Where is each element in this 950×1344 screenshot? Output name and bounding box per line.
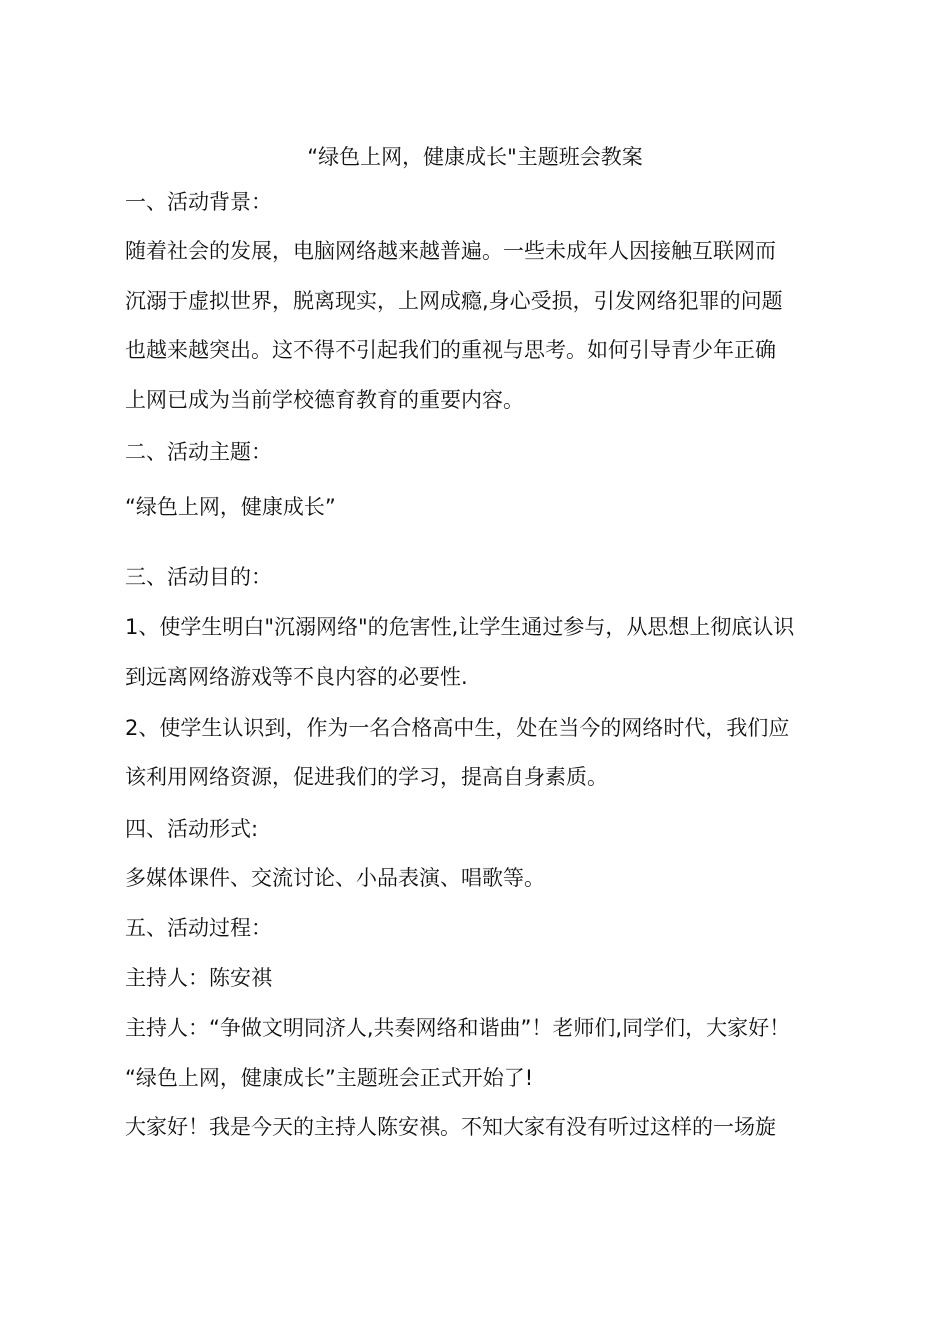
section-heading-process: 五、活动过程： <box>125 916 272 940</box>
paragraph-line: 随着社会的发展，电脑网络越来越普遍。一些未成年人因接触互联网而 <box>125 239 776 263</box>
purpose-item-1-cont: 到远离网络游戏等不良内容的必要性. <box>125 665 468 689</box>
host-line: 主持人：陈安祺 <box>125 966 272 990</box>
purpose-item-1: 1、使学生明白"沉溺网络"的危害性,让学生通过参与，从思想上彻底认识 <box>125 615 795 639</box>
section-heading-format: 四、活动形式: <box>125 817 259 841</box>
host-speech-line: “绿色上网，健康成长”主题班会正式开始了! <box>125 1066 534 1090</box>
purpose-item-2-cont: 该利用网络资源，促进我们的学习，提高自身素质。 <box>125 765 608 789</box>
theme-text: “绿色上网，健康成长” <box>125 495 336 519</box>
document-title: “绿色上网，健康成长"主题班会教案 <box>307 145 643 169</box>
section-heading-purpose: 三、活动目的： <box>125 565 272 589</box>
paragraph-line: 也越来越突出。这不得不引起我们的重视与思考。如何引导青少年正确 <box>125 338 776 362</box>
paragraph-line: 上网已成为当前学校德育教育的重要内容。 <box>125 388 524 412</box>
format-text: 多媒体课件、交流讨论、小品表演、唱歌等。 <box>125 866 545 890</box>
section-heading-background: 一、活动背景： <box>125 190 272 214</box>
purpose-item-2: 2、使学生认识到，作为一名合格高中生，处在当今的网络时代，我们应 <box>125 716 790 740</box>
paragraph-line: 沉溺于虚拟世界，脱离现实，上网成瘾,身心受损，引发网络犯罪的问题 <box>125 289 783 313</box>
section-heading-theme: 二、活动主题： <box>125 440 272 464</box>
host-speech-line: 大家好！我是今天的主持人陈安祺。不知大家有没有听过这样的一场旋 <box>125 1115 776 1139</box>
host-speech-line: 主持人：“争做文明同济人,共奏网络和谐曲”！老师们,同学们，大家好！ <box>125 1016 791 1040</box>
